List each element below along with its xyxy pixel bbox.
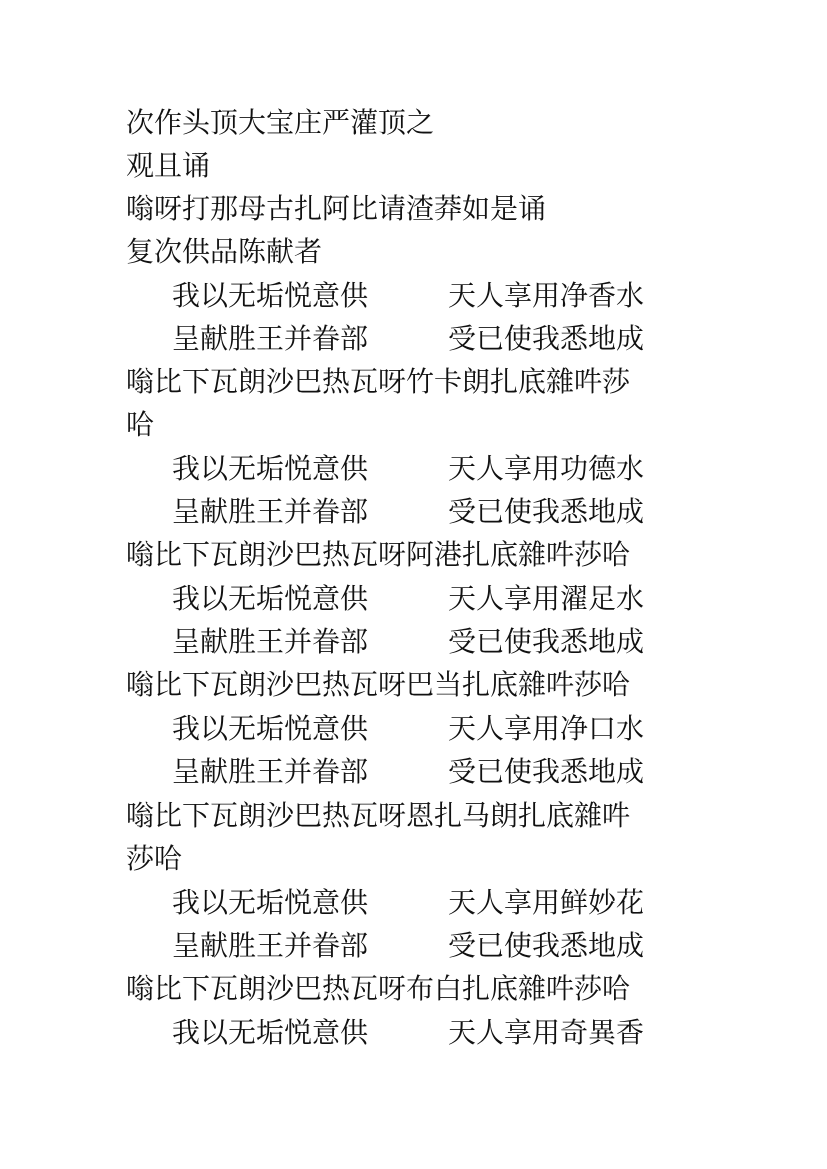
verse-line xyxy=(172,1016,645,1050)
verse-line xyxy=(172,712,645,746)
verse-line xyxy=(172,755,645,789)
verse-first-half: 我以无垢悦意供 xyxy=(172,886,369,919)
verse-second-half: 天人享用净香水 xyxy=(448,279,645,312)
mantra-line: 嗡比下瓦朗沙巴热瓦呀巴当扎底雜吽莎哈 xyxy=(126,668,631,701)
verse-line xyxy=(172,322,645,356)
mantra-line: 嗡比下瓦朗沙巴热瓦呀阿港扎底雜吽莎哈 xyxy=(126,538,631,571)
text-line: 次作头顶大宝庄严灌顶之 xyxy=(126,106,435,139)
mantra-line: 莎哈 xyxy=(126,842,183,875)
verse-first-half: 呈献胜王并眷部 xyxy=(172,495,369,528)
verse-line xyxy=(172,279,645,313)
verse-line xyxy=(172,625,645,659)
verse-line xyxy=(172,929,645,963)
text-line: 复次供品陈献者 xyxy=(126,235,323,268)
verse-first-half: 我以无垢悦意供 xyxy=(172,712,369,745)
verse-second-half: 受已使我悉地成 xyxy=(448,495,645,528)
text-line: 观且诵 xyxy=(126,149,211,182)
mantra-line: 嗡比下瓦朗沙巴热瓦呀布白扎底雜吽莎哈 xyxy=(126,972,631,1005)
verse-second-half: 天人享用功德水 xyxy=(448,452,645,485)
mantra-line: 嗡比下瓦朗沙巴热瓦呀恩扎马朗扎底雜吽 xyxy=(126,799,631,832)
verse-first-half: 我以无垢悦意供 xyxy=(172,582,369,615)
verse-first-half: 我以无垢悦意供 xyxy=(172,279,369,312)
verse-second-half: 受已使我悉地成 xyxy=(448,929,645,962)
verse-second-half: 受已使我悉地成 xyxy=(448,322,645,355)
verse-first-half: 我以无垢悦意供 xyxy=(172,1016,369,1049)
verse-second-half: 受已使我悉地成 xyxy=(448,755,645,788)
text-line: 嗡呀打那母古扎阿比请渣莽如是诵 xyxy=(126,192,547,225)
verse-second-half: 受已使我悉地成 xyxy=(448,625,645,658)
verse-first-half: 呈献胜王并眷部 xyxy=(172,322,369,355)
verse-first-half: 呈献胜王并眷部 xyxy=(172,929,369,962)
verse-first-half: 我以无垢悦意供 xyxy=(172,452,369,485)
verse-line xyxy=(172,452,645,486)
verse-second-half: 天人享用净口水 xyxy=(448,712,645,745)
mantra-line: 哈 xyxy=(126,408,155,441)
verse-line xyxy=(172,886,645,920)
verse-line xyxy=(172,582,645,616)
mantra-line: 嗡比下瓦朗沙巴热瓦呀竹卡朗扎底雜吽莎 xyxy=(126,365,631,398)
verse-first-half: 呈献胜王并眷部 xyxy=(172,625,369,658)
verse-second-half: 天人享用鲜妙花 xyxy=(448,886,645,919)
verse-second-half: 天人享用奇異香 xyxy=(448,1016,645,1049)
verse-first-half: 呈献胜王并眷部 xyxy=(172,755,369,788)
verse-line xyxy=(172,495,645,529)
verse-second-half: 天人享用濯足水 xyxy=(448,582,645,615)
